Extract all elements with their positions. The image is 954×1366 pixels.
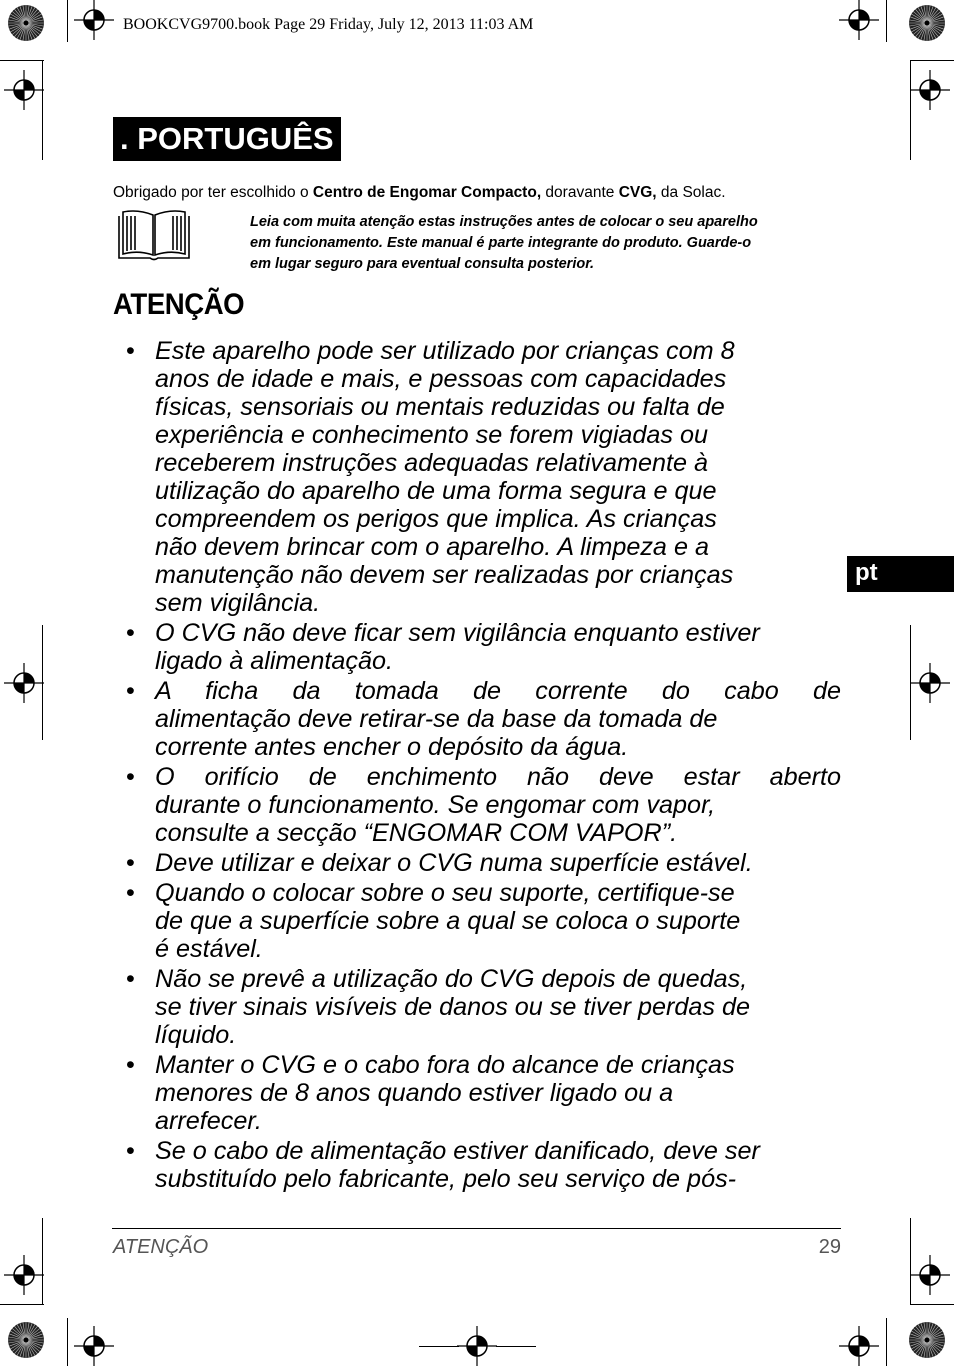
warning-item — [112, 965, 854, 1049]
warning-line: A ficha da tomada de corrente do cabo de — [155, 677, 841, 705]
warning-line: Deve utilizar e deixar o CVG numa superfície estável. — [155, 849, 753, 877]
warning-item — [112, 879, 854, 963]
color-target-icon — [6, 1320, 46, 1360]
warning-line: utilização do aparelho de uma forma segura e que — [155, 477, 717, 505]
warning-item — [112, 849, 854, 877]
crop-line — [419, 1346, 459, 1347]
crop-line — [910, 625, 911, 740]
registration-mark-icon — [839, 0, 879, 40]
bullet: • — [126, 619, 135, 647]
crop-line — [886, 1318, 887, 1366]
footer-rule — [112, 1228, 841, 1229]
bullet: • — [126, 849, 135, 877]
section-title: ATENÇÃO — [113, 288, 245, 321]
warning-line: Não se prevê a utilização do CVG depois de quedas, — [155, 965, 748, 993]
registration-mark-icon — [74, 1326, 114, 1366]
crop-line — [910, 1304, 954, 1305]
warning-line: arrefecer. — [155, 1107, 262, 1135]
registration-mark-icon — [457, 1326, 497, 1366]
warning-line: se tiver sinais visíveis de danos ou se tiver perdas de — [155, 993, 751, 1021]
bullet: • — [126, 1137, 135, 1165]
crop-line — [42, 625, 43, 740]
warning-line: receberem instruções adequadas relativamente à — [155, 449, 709, 477]
warning-item — [112, 677, 854, 761]
warning-line: sem vigilância. — [155, 589, 321, 617]
warning-line: Se o cabo de alimentação estiver danificado, deve ser — [155, 1137, 760, 1165]
page-number: 29 — [818, 1236, 841, 1258]
crop-line — [910, 60, 911, 160]
intro-product: Centro de Engomar Compacto, — [312, 184, 542, 201]
crop-line — [910, 60, 954, 61]
registration-mark-icon — [910, 1255, 950, 1295]
registration-mark-icon — [839, 1326, 879, 1366]
warnings-list — [112, 337, 854, 1195]
crop-line — [0, 1304, 44, 1305]
warning-item — [112, 763, 854, 847]
registration-mark-icon — [74, 0, 114, 40]
warning-line: consulte a secção “ENGOMAR COM VAPOR”. — [155, 819, 678, 847]
bullet: • — [126, 965, 135, 993]
crop-line — [496, 1346, 536, 1347]
warning-line: menores de 8 anos quando estiver ligado ou a — [155, 1079, 674, 1107]
language-tab: pt — [847, 556, 954, 592]
intro-suffix: da Solac. — [656, 184, 726, 201]
registration-mark-icon — [4, 663, 44, 703]
warning-line: ligado à alimentação. — [155, 647, 394, 675]
warning-line: O orifício de enchimento não deve estar aberto — [155, 763, 841, 791]
registration-mark-icon — [4, 1255, 44, 1295]
book-icon — [116, 208, 192, 264]
intro-text — [113, 184, 726, 202]
crop-line — [42, 60, 43, 160]
warning-line: Manter o CVG e o cabo fora do alcance de crianças — [155, 1051, 735, 1079]
warning-line: não devem brincar com o aparelho. A limpeza e a — [155, 533, 709, 561]
registration-mark-icon — [910, 663, 950, 703]
notice-line: em lugar seguro para eventual consulta posterior. — [250, 256, 595, 272]
print-header: BOOKCVG9700.book Page 29 Friday, July 12, 2013 11:03 AM — [123, 16, 534, 33]
registration-mark-icon — [4, 70, 44, 110]
color-target-icon — [6, 3, 46, 43]
bullet: • — [126, 677, 135, 705]
intro-prefix: Obrigado por ter escolhido o — [113, 184, 313, 201]
notice-line: em funcionamento. Este manual é parte integrante do produto. Guarde-o — [250, 235, 752, 251]
notice-line: Leia com muita atenção estas instruções antes de colocar o seu aparelho — [250, 214, 758, 230]
warning-line: durante o funcionamento. Se engomar com vapor, — [155, 791, 716, 819]
warning-item — [112, 619, 854, 675]
bullet: • — [126, 337, 135, 365]
intro-abbr: CVG, — [618, 184, 657, 201]
warning-line: líquido. — [155, 1021, 237, 1049]
warning-line: O CVG não deve ficar sem vigilância enquanto estiver — [155, 619, 760, 647]
warning-line: manutenção não devem ser realizadas por crianças — [155, 561, 734, 589]
reading-notice — [250, 212, 850, 275]
bullet: • — [126, 1051, 135, 1079]
crop-line — [910, 1218, 911, 1304]
warning-line: Este aparelho pode ser utilizado por crianças com 8 — [155, 337, 735, 365]
warning-line: de que a superfície sobre a qual se coloca o suporte — [155, 907, 741, 935]
intro-middle: doravante — [541, 184, 619, 201]
warning-line: anos de idade e mais, e pessoas com capacidades — [155, 365, 727, 393]
warning-line: substituído pelo fabricante, pelo seu serviço de pós- — [155, 1165, 737, 1193]
crop-line — [0, 60, 44, 61]
footer-section-title: ATENÇÃO — [113, 1236, 209, 1258]
bullet: • — [126, 763, 135, 791]
warning-item — [112, 1137, 854, 1193]
crop-line — [67, 1318, 68, 1366]
color-target-icon — [907, 3, 947, 43]
crop-line — [67, 0, 68, 42]
crop-line — [886, 0, 887, 42]
language-title: . PORTUGUÊS — [113, 117, 341, 161]
crop-line — [42, 1218, 43, 1304]
warning-line: compreendem os perigos que implica. As crianças — [155, 505, 717, 533]
warning-line: Quando o colocar sobre o seu suporte, certifique-se — [155, 879, 735, 907]
registration-mark-icon — [910, 70, 950, 110]
warning-item — [112, 337, 854, 617]
warning-line: experiência e conhecimento se forem vigiadas ou — [155, 421, 709, 449]
warning-item — [112, 1051, 854, 1135]
warning-line: corrente antes encher o depósito da água. — [155, 733, 629, 761]
warning-line: físicas, sensoriais ou mentais reduzidas ou falta de — [155, 393, 725, 421]
bullet: • — [126, 879, 135, 907]
warning-line: é estável. — [155, 935, 263, 963]
warning-line: alimentação deve retirar-se da base da tomada de — [155, 705, 718, 733]
color-target-icon — [907, 1320, 947, 1360]
